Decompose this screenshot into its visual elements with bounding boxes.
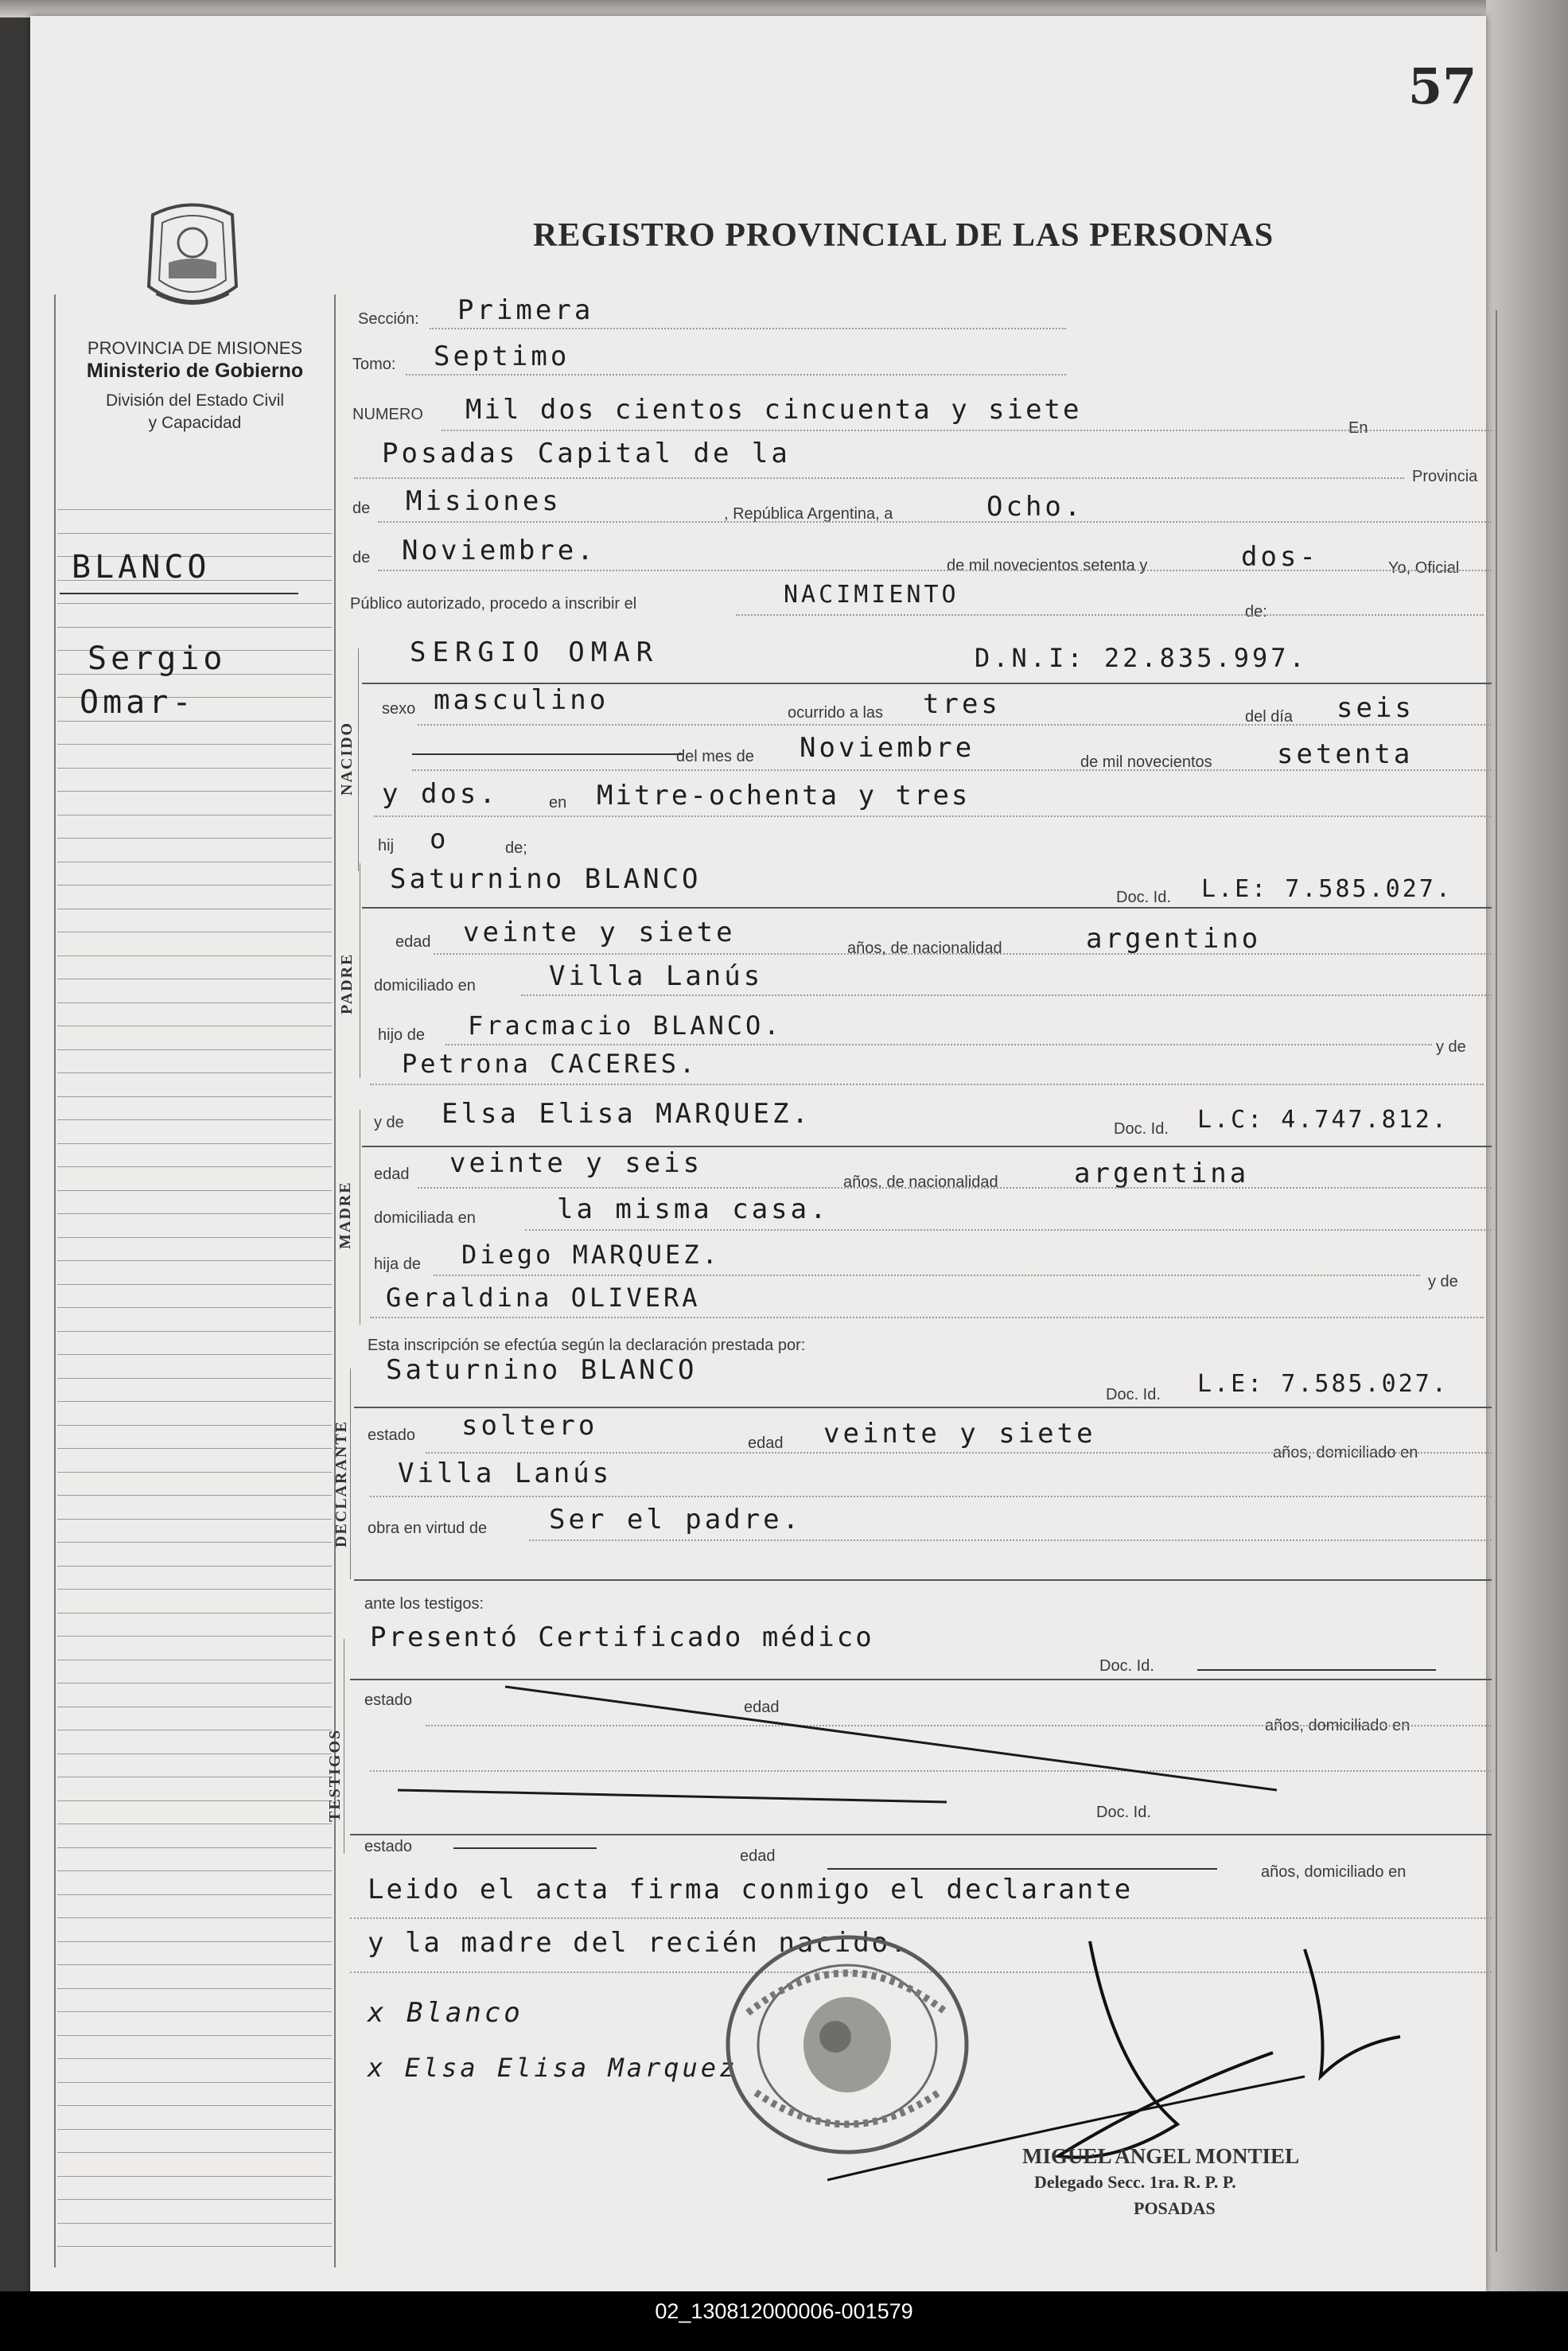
label-tomo: Tomo: (352, 356, 396, 373)
field-decl-edad: veinte y siete (823, 1418, 1096, 1450)
margin-ruled-line (57, 2011, 332, 2012)
field-anio-nac-2: y dos. (382, 778, 499, 810)
label-del-dia: del día (1245, 708, 1294, 726)
line-padre-nombre (362, 907, 1492, 909)
margin-ruled-line (57, 1354, 332, 1355)
margin-ruled-line (57, 838, 332, 839)
field-provincia: Misiones (406, 485, 562, 517)
field-madre-nombre: Elsa Elisa MARQUEZ. (442, 1098, 811, 1130)
strike-out-lines-icon (398, 1679, 1289, 1814)
label-de-mes: de (352, 549, 371, 566)
margin-ruled-line (57, 1096, 332, 1097)
line-mes (378, 570, 1492, 571)
label-padre-dom: domiciliado en (374, 977, 476, 995)
margin-ruled-line (57, 1213, 332, 1214)
margin-ruled-line (57, 1589, 332, 1590)
field-madre-edad: veinte y seis (449, 1147, 703, 1179)
margin-name-2: Omar- (80, 684, 196, 721)
field-decl-obra: Ser el padre. (549, 1504, 803, 1536)
label-del-mes: del mes de (676, 748, 754, 765)
margin-divider-rule (334, 294, 336, 2267)
line-decl-end (354, 1579, 1492, 1581)
margin-ruled-line (57, 1284, 332, 1285)
line-decl-estado (426, 1452, 1492, 1454)
field-numero: Mil dos cientos cincuenta y siete (465, 394, 1082, 426)
margin-ruled-line (57, 1964, 332, 1965)
label-decl-edad: edad (748, 1434, 784, 1452)
field-lugar: Posadas Capital de la (382, 438, 791, 469)
field-dia-nac: seis (1336, 692, 1414, 724)
label-madre-dom: domiciliada en (374, 1209, 476, 1227)
label-provincia: Provincia (1412, 468, 1478, 485)
dash-testigo2-edad (827, 1868, 1217, 1870)
label-ante: ante los testigos: (364, 1595, 484, 1613)
left-margin-rule (54, 294, 56, 2267)
field-sexo: masculino (434, 684, 609, 716)
field-anio-nac-1: setenta (1277, 738, 1414, 770)
dash-testigo1-doc (1197, 1669, 1436, 1671)
section-testigos: TESTIGOS (326, 1728, 344, 1822)
line-lugar-nac (374, 815, 1492, 817)
line-sexo (418, 724, 1492, 726)
official-place: POSADAS (1134, 2198, 1216, 2218)
field-padre-hijo-de-1: Fracmacio BLANCO. (468, 1010, 783, 1041)
field-padre-nac: argentino (1086, 923, 1262, 955)
document-title: REGISTRO PROVINCIAL DE LAS PERSONAS (533, 217, 1274, 254)
field-decl-nombre: Saturnino BLANCO (386, 1354, 698, 1386)
margin-ruled-line (57, 1190, 332, 1191)
margin-ruled-line (57, 1119, 332, 1120)
dash-testigo2-estado (453, 1847, 597, 1849)
margin-ruled-line (57, 1847, 332, 1848)
field-anio: dos- (1241, 541, 1319, 573)
margin-ruled-line (57, 1894, 332, 1895)
margin-ruled-line (57, 1800, 332, 1801)
field-hora: tres (923, 688, 1001, 720)
field-madre-doc: L.C: 4.747.812. (1197, 1106, 1449, 1134)
margin-ruled-line (57, 509, 332, 510)
margin-ruled-line (57, 1260, 332, 1261)
label-padre-hijo-de: hijo de (378, 1026, 425, 1044)
margin-ruled-line (57, 885, 332, 886)
label-decl-obra: obra en virtud de (368, 1520, 488, 1537)
margin-ruled-line (57, 1495, 332, 1496)
right-rule (1496, 310, 1497, 2252)
line-padre-dom (521, 995, 1492, 996)
field-madre-nac: argentina (1074, 1158, 1250, 1189)
margin-ruled-line (57, 2223, 332, 2224)
margin-ruled-line (57, 2058, 332, 2059)
signature-marquez: x Elsa Elisa Marquez (368, 2053, 738, 2083)
section-padre: PADRE (338, 952, 356, 1014)
field-madre-hija-de-1: Diego MARQUEZ. (461, 1240, 721, 1270)
margin-ruled-line (57, 603, 332, 604)
margin-ruled-line (57, 1941, 332, 1942)
label-testigo2-estado: estado (364, 1838, 413, 1855)
line-testigo2 (350, 1834, 1492, 1835)
margin-ruled-line (57, 1566, 332, 1567)
margin-ruled-line (57, 533, 332, 534)
margin-ruled-line (57, 1917, 332, 1918)
field-tomo: Septimo (434, 341, 570, 372)
margin-ruled-line (57, 1988, 332, 1989)
label-numero: NUMERO (352, 406, 423, 423)
field-testigos-nota: Presentó Certificado médico (370, 1621, 874, 1653)
margin-ruled-line (57, 1237, 332, 1238)
field-seccion: Primera (457, 294, 594, 326)
field-hijo-letra: o (430, 823, 449, 855)
margin-ruled-line (57, 768, 332, 769)
label-padre-edad: edad (395, 933, 431, 951)
margin-ruled-line (57, 2176, 332, 2177)
label-testigo1-doc: Doc. Id. (1099, 1657, 1154, 1675)
field-lugar-nac: Mitre-ochenta y tres (597, 780, 971, 812)
page-number: 57 (1408, 57, 1477, 115)
org-division-line-2: y Capacidad (148, 414, 242, 432)
label-padre-doc: Doc. Id. (1116, 889, 1171, 906)
closing-line-1: Leido el acta firma conmigo el declarante (368, 1874, 1134, 1905)
margin-ruled-line (57, 627, 332, 628)
book-top-edge (0, 0, 1568, 18)
margin-ruled-line (57, 1049, 332, 1050)
field-madre-dom: la misma casa. (557, 1193, 830, 1225)
line-padre-hijo-de-2 (370, 1084, 1484, 1085)
org-ministry: Ministerio de Gobierno (86, 360, 304, 382)
margin-ruled-line (57, 1378, 332, 1379)
margin-name-1: Sergio (88, 640, 227, 677)
margin-ruled-line (57, 1425, 332, 1426)
margin-ruled-line (57, 2246, 332, 2247)
section-madre: MADRE (337, 1181, 354, 1249)
signature-blanco: x Blanco (368, 1997, 523, 2029)
margin-ruled-line (57, 1072, 332, 1073)
label-republica: , República Argentina, a (724, 505, 893, 523)
field-decl-dom: Villa Lanús (398, 1458, 613, 1489)
margin-ruled-line (57, 2082, 332, 2083)
field-nacido-dni: D.N.I: 22.835.997. (975, 643, 1308, 673)
label-de-mil: de mil novecientos setenta y (947, 557, 1148, 574)
margin-surname-underline (60, 593, 298, 594)
label-de-acto: de: (1245, 603, 1267, 621)
margin-ruled-line (57, 1002, 332, 1003)
margin-ruled-line (57, 744, 332, 745)
line-padre-edad (434, 953, 1492, 955)
label-en-lugar: en (549, 794, 567, 812)
label-publico: Público autorizado, procedo a inscribir el (350, 595, 637, 613)
field-dia: Ocho. (986, 491, 1084, 523)
label-madre-doc: Doc. Id. (1114, 1120, 1169, 1138)
closing-line-2: y la madre del recién nacido. (368, 1927, 909, 1959)
margin-ruled-line (57, 1143, 332, 1144)
margin-ruled-line (57, 1519, 332, 1520)
margin-ruled-line (57, 1166, 332, 1167)
field-decl-estado: soltero (461, 1410, 598, 1442)
nacido-bracket (358, 648, 359, 871)
margin-ruled-line (57, 1472, 332, 1473)
line-decl-nombre (354, 1407, 1492, 1408)
province-seal-icon (137, 199, 248, 318)
label-decl-estado: estado (368, 1427, 416, 1444)
line-madre-hija-de-2 (370, 1317, 1484, 1318)
label-de-mil-nov: de mil novecientos (1080, 753, 1212, 771)
margin-ruled-line (57, 1542, 332, 1543)
label-madre-hija-de: hija de (374, 1255, 421, 1273)
margin-ruled-line (57, 1636, 332, 1637)
label-padre-nac: años, de nacionalidad (847, 940, 1002, 957)
field-padre-hijo-de-2: Petrona CACERES. (402, 1049, 698, 1079)
field-acto: NACIMIENTO (784, 581, 959, 609)
margin-ruled-line (57, 2035, 332, 2036)
label-madre-nac: años, de nacionalidad (843, 1174, 998, 1191)
label-esta-inscripcion: Esta inscripción se efectúa según la declaración prestada por: (368, 1337, 806, 1354)
label-seccion: Sección: (358, 310, 419, 328)
section-nacido: NACIDO (338, 721, 356, 796)
label-testigo1-edad: edad (744, 1699, 780, 1716)
label-madre-y-de: y de (374, 1114, 404, 1131)
line-tomo (406, 374, 1066, 376)
label-de-provincia: de (352, 500, 371, 517)
margin-ruled-line (57, 2152, 332, 2153)
footer-id: 02_130812000006-001579 (0, 2291, 1568, 2351)
label-testigo2-edad: edad (740, 1847, 776, 1865)
line-seccion (430, 328, 1066, 329)
label-yo-oficial: Yo, Oficial (1388, 559, 1460, 577)
field-madre-hija-de-2: Geraldina OLIVERA (386, 1283, 701, 1313)
book-page-edges (1486, 0, 1568, 2291)
margin-ruled-line (57, 791, 332, 792)
label-decl-doc: Doc. Id. (1106, 1386, 1161, 1403)
line-madre-dom (525, 1229, 1492, 1231)
line-madre-edad (418, 1187, 1492, 1189)
official-name: MIGUEL ANGEL MONTIEL (1022, 2144, 1300, 2168)
margin-ruled-line (57, 1401, 332, 1402)
label-ocurrido: ocurrido a las (788, 704, 884, 722)
org-division (56, 390, 334, 434)
label-testigo1-estado: estado (364, 1691, 413, 1709)
line-madre-hija-de (434, 1275, 1420, 1276)
label-testigo2-doc: Doc. Id. (1096, 1804, 1151, 1821)
margin-ruled-line (57, 1870, 332, 1871)
label-testigo2-dom: años, domiciliado en (1261, 1863, 1407, 1881)
field-padre-nombre: Saturnino BLANCO (390, 863, 702, 895)
field-mes: Noviembre. (402, 535, 597, 566)
label-padre-y-de: y de (1436, 1038, 1466, 1056)
margin-ruled-line (57, 2105, 332, 2106)
line-mes-nac (412, 769, 1492, 771)
field-nacido-nombre: SERGIO OMAR (410, 636, 659, 668)
margin-surname: BLANCO (72, 549, 211, 586)
line-padre-hijo-de (445, 1044, 1432, 1045)
line-acto (736, 614, 1484, 616)
field-padre-edad: veinte y siete (463, 917, 736, 948)
dash-blank (412, 753, 683, 755)
label-sexo: sexo (382, 700, 416, 718)
field-decl-doc: L.E: 7.585.027. (1197, 1370, 1449, 1398)
line-decl-dom (370, 1496, 1492, 1497)
margin-ruled-line (57, 1448, 332, 1449)
label-en: En (1348, 419, 1368, 437)
field-padre-doc: L.E: 7.585.027. (1201, 875, 1453, 903)
label-madre-edad: edad (374, 1166, 410, 1183)
org-province: PROVINCIA DE MISIONES (87, 338, 303, 358)
line-lugar (354, 477, 1404, 479)
margin-ruled-line (57, 1331, 332, 1332)
label-hij: hij (378, 837, 395, 854)
label-decl-dom: años, domiciliado en (1273, 1444, 1418, 1462)
margin-ruled-line (57, 1307, 332, 1308)
line-provincia (378, 521, 1492, 523)
margin-ruled-line (57, 2199, 332, 2200)
line-decl-obra (529, 1539, 1492, 1541)
field-padre-dom: Villa Lanús (549, 960, 764, 992)
official-role: Delegado Secc. 1ra. R. P. P. (1034, 2172, 1236, 2192)
label-de-hij: de; (505, 839, 527, 857)
section-declarante: DECLARANTE (333, 1419, 350, 1547)
label-testigo1-dom: años, domiciliado en (1265, 1717, 1410, 1734)
line-numero (442, 430, 1492, 431)
field-mes-nac: Noviembre (800, 732, 975, 764)
label-madre-y-de-2: y de (1428, 1273, 1458, 1290)
org-division-line-1: División del Estado Civil (105, 391, 285, 410)
margin-ruled-line (57, 2129, 332, 2130)
